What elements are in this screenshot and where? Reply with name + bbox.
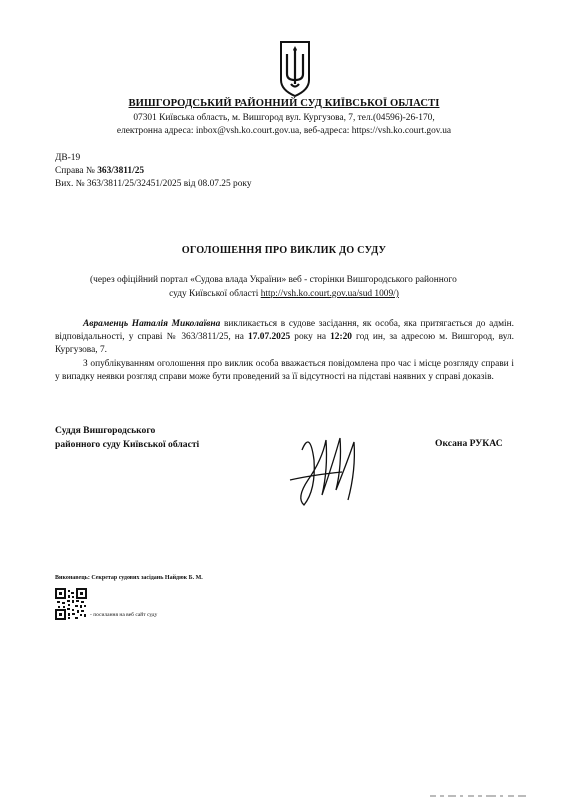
body-paragraph-1: Авраменць Наталія Миколаївна викликається в судове засідання, як особа, яка притягається до адмін. відповідальності, у справі № 363/3811/25, на 17.07.2025 року на 12:20 год ин, за адресою м. Вишгород, вул. Кургузова, 7. — [55, 319, 515, 356]
trident-emblem-icon — [277, 40, 313, 98]
notice-subtitle-text: суду Київської області — [169, 289, 261, 299]
case-number: 363/3811/25 — [97, 166, 145, 176]
notice-body — [55, 318, 514, 384]
body-paragraph-2: З опублікуванням оголошення про виклик особа вважається повідомлена про час і місце розгляду справи і у випадку неявки розгляд справи може бути проведений за її відсутності на підставі наявних у справі доказів. — [55, 358, 514, 382]
outgoing-number: Вих. № 363/3811/25/32451/2025 від 08.07.25 року — [55, 179, 252, 189]
judge-title: Суддя Вишгородського районного суду Київської області — [55, 425, 200, 450]
summoned-person-name: Авраменць Наталія Миколаївна — [83, 319, 221, 329]
footer-scan-mark — [430, 794, 530, 798]
qr-code-icon[interactable] — [55, 588, 87, 620]
form-code: ДВ-19 — [55, 153, 81, 163]
court-address: 07301 Київська область, м. Вишгород вул. Кургузова, 7, тел.(04596)-26-170, — [133, 113, 435, 123]
court-contacts: електронна адреса: inbox@vsh.ko.court.gov.ua, веб-адреса: https://vsh.ko.court.gov.ua — [116, 126, 452, 136]
notice-subtitle-line2 — [0, 289, 568, 299]
judge-name: Оксана РУКАС — [435, 438, 503, 449]
court-name: ВИШГОРОДСЬКИЙ РАЙОННИЙ СУД КИЇВСЬКОЇ ОБЛАСТІ — [128, 98, 440, 109]
hearing-date: 17.07.2025 — [248, 332, 291, 343]
qr-caption: - посилання на веб сайт суду — [90, 612, 158, 618]
notice-subtitle-line1: (через офіційний портал «Судова влада України» веб - сторінки Вишгородського районного — [90, 275, 457, 285]
case-number-line — [55, 166, 144, 176]
court-website-link[interactable]: http://vsh.ko.court.gov.ua/sud 1009/) — [260, 289, 399, 299]
handwritten-signature-icon — [282, 420, 374, 512]
notice-title: ОГОЛОШЕННЯ ПРО ВИКЛИК ДО СУДУ — [181, 245, 387, 256]
case-label: Справа № — [55, 166, 98, 176]
hearing-time: 12:20 — [330, 332, 352, 343]
executor-line: Виконавець: Секретар судових засідань Найдюк Б. М. — [55, 575, 203, 581]
